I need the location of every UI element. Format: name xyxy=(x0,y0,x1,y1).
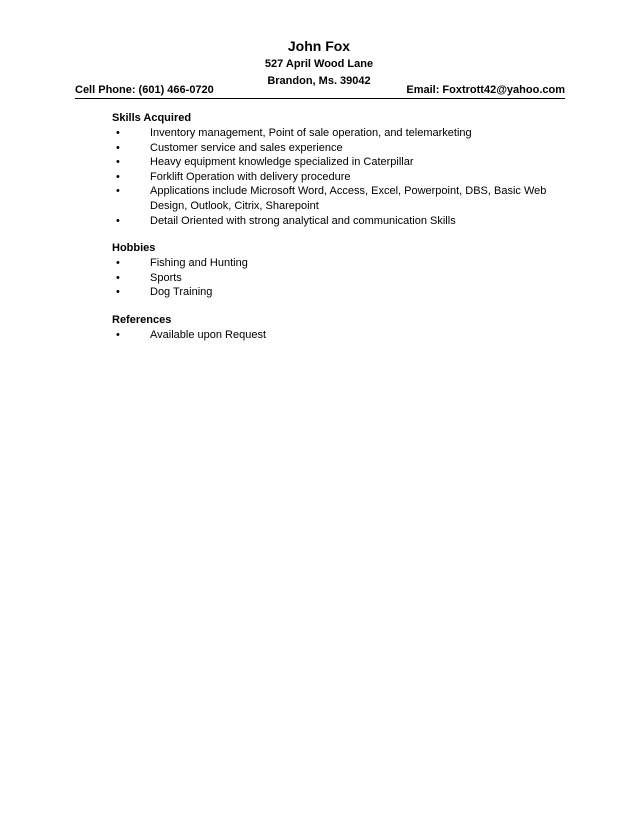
skill-text: Applications include Microsoft Word, Access, Excel, Powerpoint, DBS, Basic Web Design, Outlook, Citrix, Sharepoint xyxy=(150,185,547,212)
list-item xyxy=(112,256,572,271)
list-item xyxy=(112,155,572,170)
hobby-text: Sports xyxy=(150,271,182,284)
list-item xyxy=(112,170,572,185)
bullet-icon: • xyxy=(116,170,120,183)
skill-text: Forklift Operation with delivery procedure xyxy=(150,170,351,183)
bullet-icon: • xyxy=(116,141,120,154)
contact-row xyxy=(75,84,565,99)
list-item xyxy=(112,184,572,213)
bullet-icon: • xyxy=(116,156,120,169)
skill-text: Detail Oriented with strong analytical and communication Skills xyxy=(150,214,456,227)
reference-text: Available upon Request xyxy=(150,329,266,341)
references-section xyxy=(112,312,572,343)
list-item xyxy=(112,271,572,286)
list-item xyxy=(112,328,572,343)
skill-text: Heavy equipment knowledge specialized in Caterpillar xyxy=(150,156,414,169)
address-line-1: 527 April Wood Lane xyxy=(264,58,374,70)
skill-text: Customer service and sales experience xyxy=(150,141,343,154)
list-item xyxy=(112,141,572,156)
cell-phone: Cell Phone: (601) 466-0720 xyxy=(75,84,214,96)
list-item xyxy=(112,126,572,141)
bullet-icon: • xyxy=(116,329,120,341)
bullet-icon: • xyxy=(116,214,120,227)
skill-text: Inventory management, Point of sale operation, and telemarketing xyxy=(150,127,472,139)
bullet-icon: • xyxy=(116,127,120,139)
bullet-icon: • xyxy=(116,271,120,284)
hobby-text: Dog Training xyxy=(150,286,213,299)
hobbies-section xyxy=(112,240,572,300)
skills-title: Skills Acquired xyxy=(112,112,192,124)
list-item xyxy=(112,285,572,300)
email-address: Email: Foxtrott42@yahoo.com xyxy=(406,84,565,96)
hobbies-title: Hobbies xyxy=(112,242,156,254)
bullet-icon: • xyxy=(116,185,120,198)
applicant-name: John Fox xyxy=(287,38,351,54)
bullet-icon: • xyxy=(116,257,120,269)
address-line-2: Brandon, Ms. 39042 xyxy=(267,75,371,87)
list-item xyxy=(112,214,572,229)
hobby-text: Fishing and Hunting xyxy=(150,257,248,269)
skills-section xyxy=(112,110,572,228)
bullet-icon: • xyxy=(116,286,120,299)
references-title: References xyxy=(112,314,172,326)
